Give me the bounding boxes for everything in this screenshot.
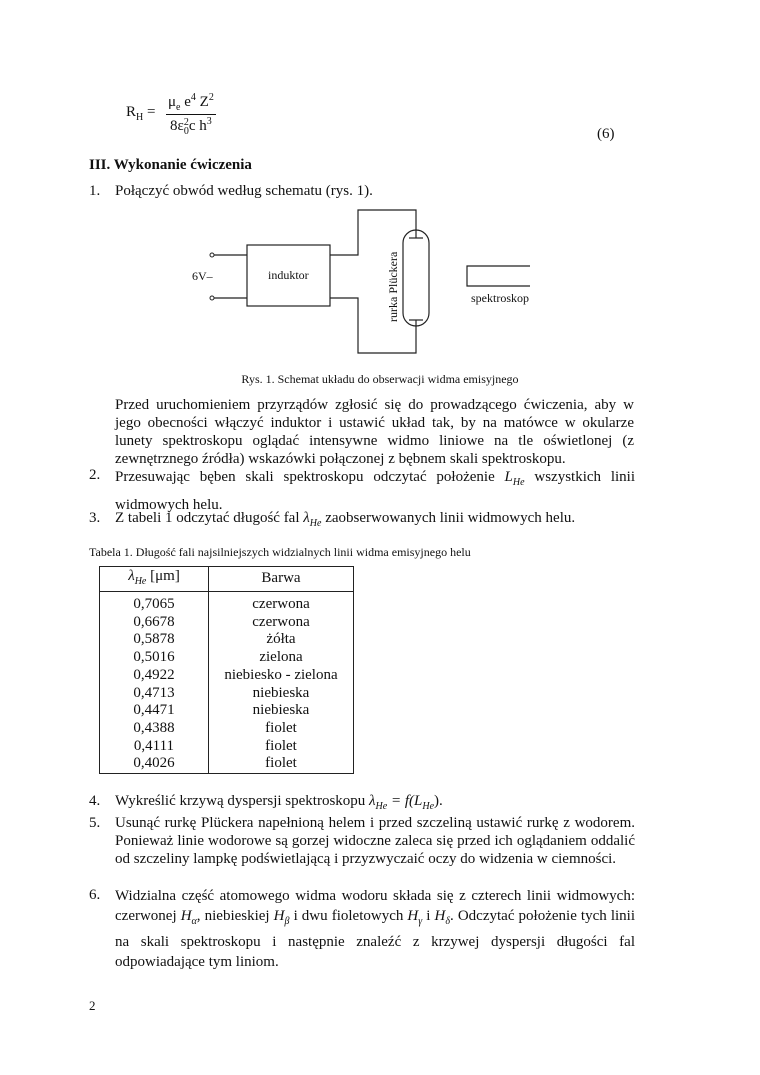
formula-numerator: $\mu_e$ $e^4$ $Z^2$ bbox=[168, 92, 214, 113]
table-row: 0,4388 fiolet bbox=[100, 720, 354, 738]
table-row: 0,7065 czerwona bbox=[100, 592, 354, 614]
tube-label: rurka Plückera bbox=[386, 251, 400, 322]
step-1 bbox=[89, 182, 634, 200]
header-color: Barwa bbox=[209, 567, 354, 592]
step-number: 4. bbox=[89, 793, 101, 809]
step-number: 2. bbox=[89, 467, 101, 483]
step-text: Usunąć rurkę Plückera napełnioną helem i przed szczeliną ustawić rurkę z wodorem. Ponieważ linie wodorowe są gorzej widoczne zaleca się przed ich oglądaniem oddalić od szczeliny lampkę podświetlającą i przyzwyczaić oczy do widzenia w ciemności. bbox=[115, 815, 635, 867]
step-number: 6. bbox=[89, 887, 101, 903]
table-row: 0,6678 czerwona bbox=[100, 614, 354, 632]
step-6 bbox=[89, 886, 635, 970]
circuit-diagram bbox=[180, 208, 550, 368]
step-text: Połączyć obwód według schematu (rys. 1). bbox=[115, 183, 373, 199]
terminal-bottom-icon bbox=[210, 296, 214, 300]
formula-lhs: $R_H$ = bbox=[126, 104, 156, 123]
table-row: 0,4026 fiolet bbox=[100, 755, 354, 773]
table-row: 0,5016 zielona bbox=[100, 649, 354, 667]
spectroscope-shape bbox=[467, 266, 530, 286]
table-row: 0,4713 niebieska bbox=[100, 685, 354, 703]
step-2 bbox=[89, 466, 635, 513]
table-row: 0,4471 niebieska bbox=[100, 702, 354, 720]
step-text: Widzialna część atomowego widma wodoru składa się z czterech linii widmowych: czerwonej $H_\alpha$, niebieskiej $H_\beta$ i dwu fioletowych $H_\gamma$ i $H_\delta$. Odczytać położenie tych linii na skali spektroskopu i następnie znaleźć z krzywej dyspersji długości fal odpowiadające tym liniom. bbox=[115, 888, 635, 970]
spectroscope-label: spektroskop bbox=[471, 291, 529, 305]
step-text: Przesuwając bęben skali spektroskopu odczytać położenie $L_{He}$ wszystkich linii widmowych helu. bbox=[115, 469, 635, 513]
figure-caption: Rys. 1. Schemat układu do obserwacji widma emisyjnego bbox=[241, 372, 519, 386]
step-text: Z tabeli 1 odczytać długość fal $\lambda_{He}$ zaobserwowanych linii widmowych helu. bbox=[115, 510, 576, 529]
step-4 bbox=[89, 792, 634, 812]
page-number: 2 bbox=[89, 998, 96, 1013]
step-number: 1. bbox=[89, 183, 101, 199]
plucker-tube bbox=[403, 230, 429, 326]
step-5 bbox=[89, 814, 634, 886]
terminal-top-icon bbox=[210, 253, 214, 257]
table-caption: Tabela 1. Długość fali najsilniejszych widzialnych linii widma emisyjnego helu bbox=[89, 545, 471, 559]
step-number: 3. bbox=[89, 510, 101, 526]
table-row: 0,5878 żółta bbox=[100, 631, 354, 649]
instruction-paragraph: Przed uruchomieniem przyrządów zgłosić się do prowadzącego ćwiczenia, aby w jego obecności włączyć induktor i ustawić układ tak, by na matówce w okularze lunety spektroskopu oglądać intensywne widmo liniowe na tle oświetlonej (z zewnętrznego źródła) wskazówki połączonej z bębnem skali spektroskopu. bbox=[115, 397, 634, 467]
step-3 bbox=[89, 509, 634, 527]
header-wavelength: $\lambda_{He}$ [μm] bbox=[100, 567, 209, 592]
table-row: 0,4922 niebiesko - zielona bbox=[100, 667, 354, 685]
equation-number: (6) bbox=[597, 126, 615, 142]
formula-denominator: 8ε 2 0 c $h^3$ bbox=[170, 116, 212, 137]
step-number: 5. bbox=[89, 815, 101, 831]
table-header-row bbox=[100, 567, 354, 592]
voltage-label: 6V– bbox=[192, 269, 213, 283]
inductor-label: induktor bbox=[268, 268, 309, 282]
helium-lines-table bbox=[99, 566, 354, 774]
formula-fraction bbox=[166, 92, 216, 136]
table-row: 0,4111 fiolet bbox=[100, 738, 354, 756]
step-text: Wykreślić krzywą dyspersji spektroskopu $\lambda_{He} = f(L_{He})$. bbox=[115, 793, 443, 812]
section-heading: III. Wykonanie ćwiczenia bbox=[89, 157, 252, 173]
